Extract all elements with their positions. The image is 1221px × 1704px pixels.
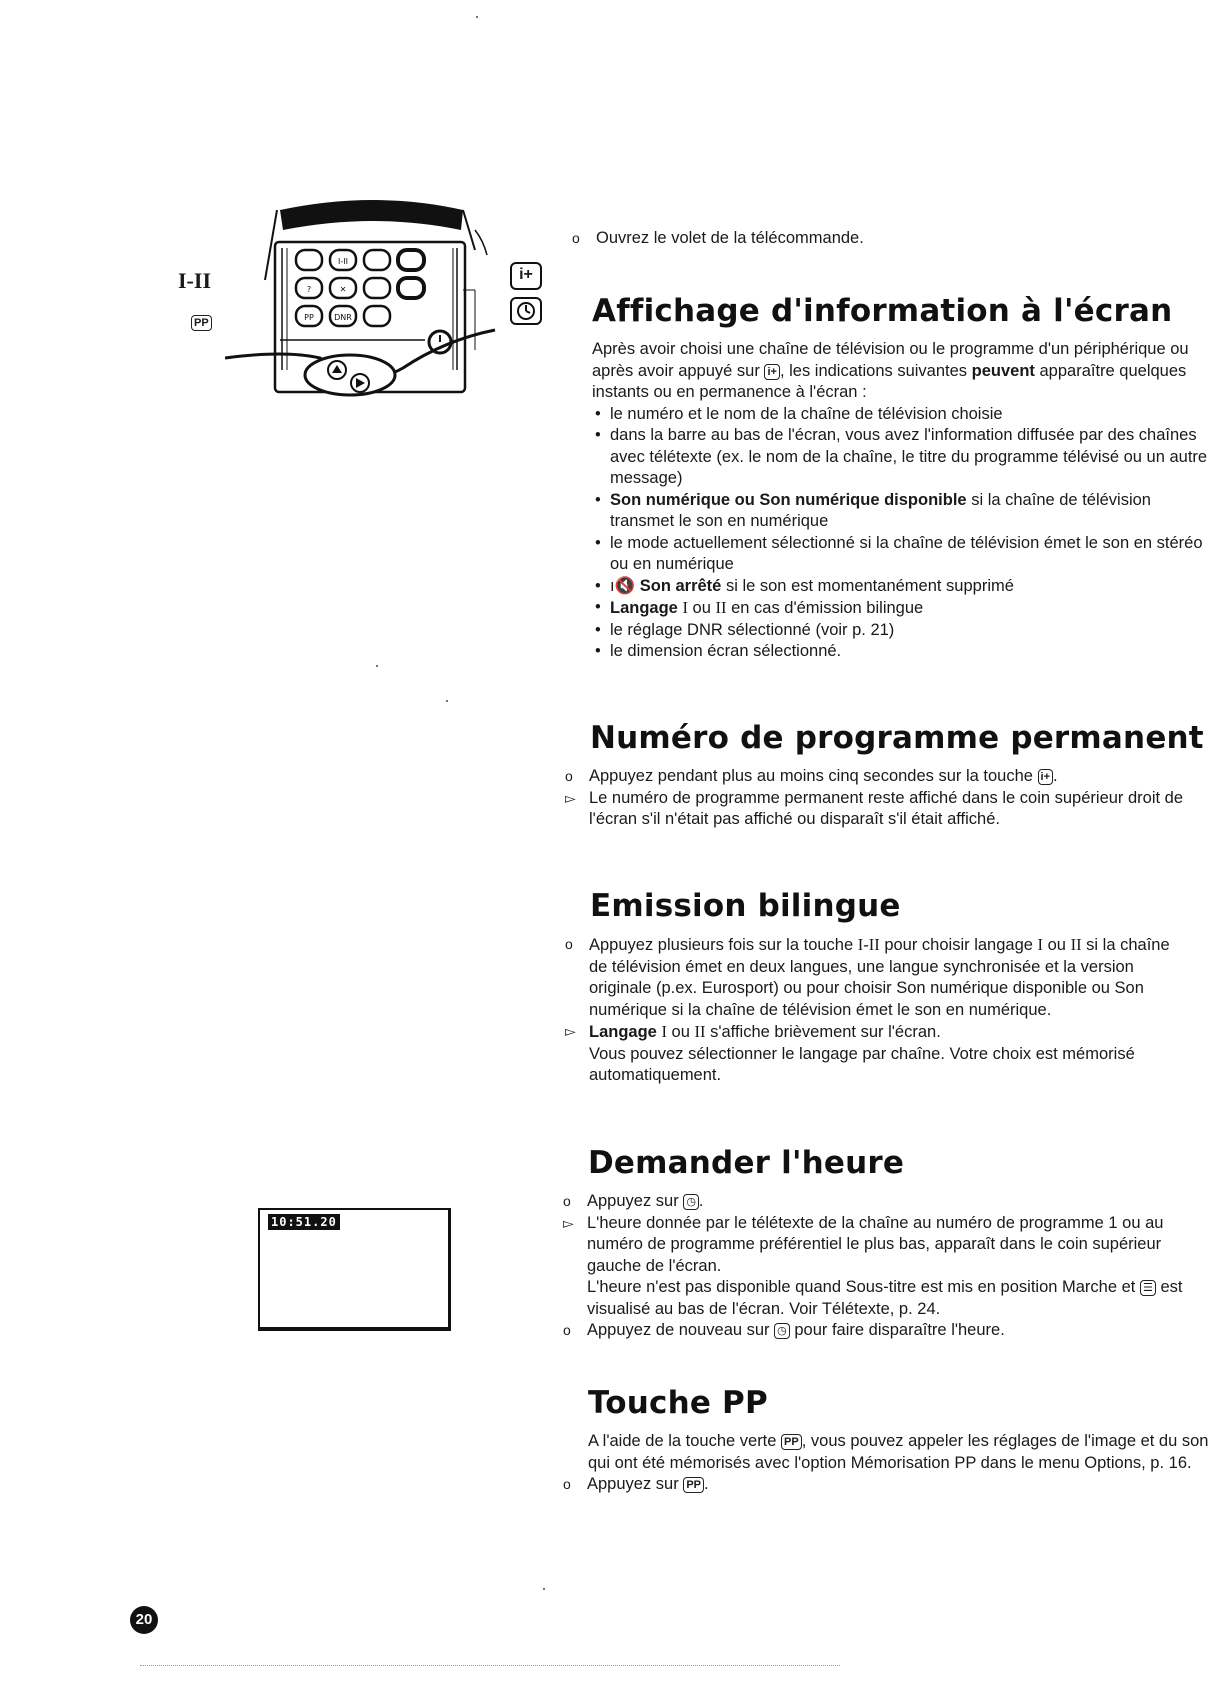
info-key-icon: i+ xyxy=(764,364,779,380)
pp-key-icon: PP xyxy=(683,1477,704,1493)
section-info-display xyxy=(592,293,1212,663)
mute-icon: ı🔇 xyxy=(610,576,636,595)
remote-drawing xyxy=(225,190,555,430)
list-item: • le mode actuellement sélectionné si la chaîne de télévision émet le son en stéréo ou en numérique xyxy=(595,533,1203,573)
svg-text:?: ? xyxy=(306,285,312,294)
list-item: • dans la barre au bas de l'écran, vous avez l'information diffusée par des chaînes avec télétexte (ex. le nom de la chaîne, le titre du programme télévisé ou un autre message) xyxy=(595,426,1208,487)
result: ▻ Langage I ou II s'affiche brièvement sur l'écran. xyxy=(565,1022,941,1041)
svg-text:DNR: DNR xyxy=(334,313,352,322)
section-intro: A l'aide de la touche verte PP , vous pouvez appeler les réglages de l'image et du son qui ont été mémorisés avec l'option Mémorisation PP dans le menu Options, p. 16. xyxy=(588,1432,1209,1472)
clock-key-icon: ◷ xyxy=(683,1194,699,1210)
remote-pp-label xyxy=(191,315,212,331)
list-item: • le numéro et le nom de la chaîne de télévision choisie xyxy=(595,404,1003,423)
section-title: Numéro de programme permanent xyxy=(590,720,1204,756)
note: Vous pouvez sélectionner le langage par chaîne. Votre choix est mémorisé automatiquement. xyxy=(589,1044,1135,1084)
note: L'heure n'est pas disponible quand Sous-titre est mis en position Marche et ☰ est visualisé au bas de l'écran. Voir Télétexte, p. 24. xyxy=(587,1278,1183,1318)
remote-btn-clock xyxy=(398,278,424,298)
remote-btn-surround xyxy=(364,306,390,326)
scan-speck xyxy=(376,665,378,667)
remote-btn-info xyxy=(398,250,424,270)
list-item: • ı🔇 Son arrêté si le son est momentanément supprimé xyxy=(595,576,1014,595)
intro-text: Ouvrez le volet de la télécommande. xyxy=(596,229,864,247)
list-item: • Son numérique ou Son numérique disponible si la chaîne de télévision transmet le son en numérique xyxy=(595,490,1151,530)
page-number: 20 xyxy=(130,1606,158,1634)
section-title: Demander l'heure xyxy=(588,1145,905,1181)
svg-text:I-II: I-II xyxy=(338,257,348,266)
step: o Appuyez plusieurs fois sur la touche I-II pour choisir langage I ou II si la chaîne de télévision émet en deux langues, une langue synchronisée et la version originale (p.ex. Eurosport) ou pour choisir Son numérique disponible ou Son numérique si la chaîne de télévision émet le son en numérique. xyxy=(565,935,1170,1019)
clock-key-icon xyxy=(510,297,542,325)
step-marker: o xyxy=(572,230,580,246)
section-permanent-number xyxy=(565,720,1212,831)
result: ▻ Le numéro de programme permanent reste affiché dans le coin supérieur droit de l'écran s'il n'était pas affiché ou disparaît s'il était affiché. xyxy=(565,788,1184,828)
step: o Appuyez pendant plus au moins cinq secondes sur la touche i+ . xyxy=(565,767,1058,785)
info-key-icon: i+ xyxy=(510,262,542,290)
section-title: Affichage d'information à l'écran xyxy=(592,293,1173,329)
section-time xyxy=(563,1145,1212,1342)
screen-time: 10:51.20 xyxy=(268,1214,340,1230)
scan-noise xyxy=(140,1665,840,1668)
step: o Appuyez de nouveau sur ◷ pour faire disparaître l'heure. xyxy=(563,1321,1005,1339)
list-item: • Langage I ou II en cas d'émission bilingue xyxy=(595,598,924,617)
remote-btn-source xyxy=(296,250,322,270)
scan-speck xyxy=(543,1588,545,1590)
list-item: • le dimension écran sélectionné. xyxy=(595,642,842,660)
tv-screen xyxy=(258,1208,451,1331)
clock-key-icon: ◷ xyxy=(774,1323,790,1339)
pp-key-icon: PP xyxy=(781,1434,802,1450)
step: o Appuyez sur PP . xyxy=(563,1475,709,1493)
intro-step xyxy=(572,228,1221,250)
pp-key-icon: PP xyxy=(191,315,212,331)
remote-navpad xyxy=(305,355,395,395)
svg-text:✕: ✕ xyxy=(339,285,347,294)
scan-speck xyxy=(446,700,448,702)
remote-illustration xyxy=(225,190,555,430)
remote-flap xyxy=(280,200,463,230)
remote-btn-subtitle xyxy=(364,250,390,270)
section-title: Touche PP xyxy=(588,1385,768,1421)
section-intro: Après avoir choisi une chaîne de télévision ou le programme d'un périphérique ou après avoir appuyé sur i+ , les indications suivantes peuvent apparaître quelques instants ou en permanence à l'écran : xyxy=(592,340,1189,401)
step: o Appuyez sur ◷ . xyxy=(563,1192,704,1210)
remote-lang-label: I-II xyxy=(178,268,212,293)
remote-btn-teletext xyxy=(364,278,390,298)
info-key-icon: i+ xyxy=(1038,769,1053,785)
list-item: • le réglage DNR sélectionné (voir p. 21) xyxy=(595,620,895,639)
result: ▻ L'heure donnée par le télétexte de la chaîne au numéro de programme 1 ou au numéro de programme préférentiel le plus bas, apparaît dans le coin supérieur gauche de l'écran. xyxy=(563,1213,1164,1275)
scan-speck xyxy=(476,16,478,18)
lang-key-icon: I-II xyxy=(857,935,880,954)
section-bilingual xyxy=(565,888,1212,1087)
section-title: Emission bilingue xyxy=(590,888,901,924)
svg-text:PP: PP xyxy=(304,313,314,322)
teletext-key-icon: ☰ xyxy=(1140,1280,1156,1296)
section-pp-key xyxy=(563,1385,1212,1496)
